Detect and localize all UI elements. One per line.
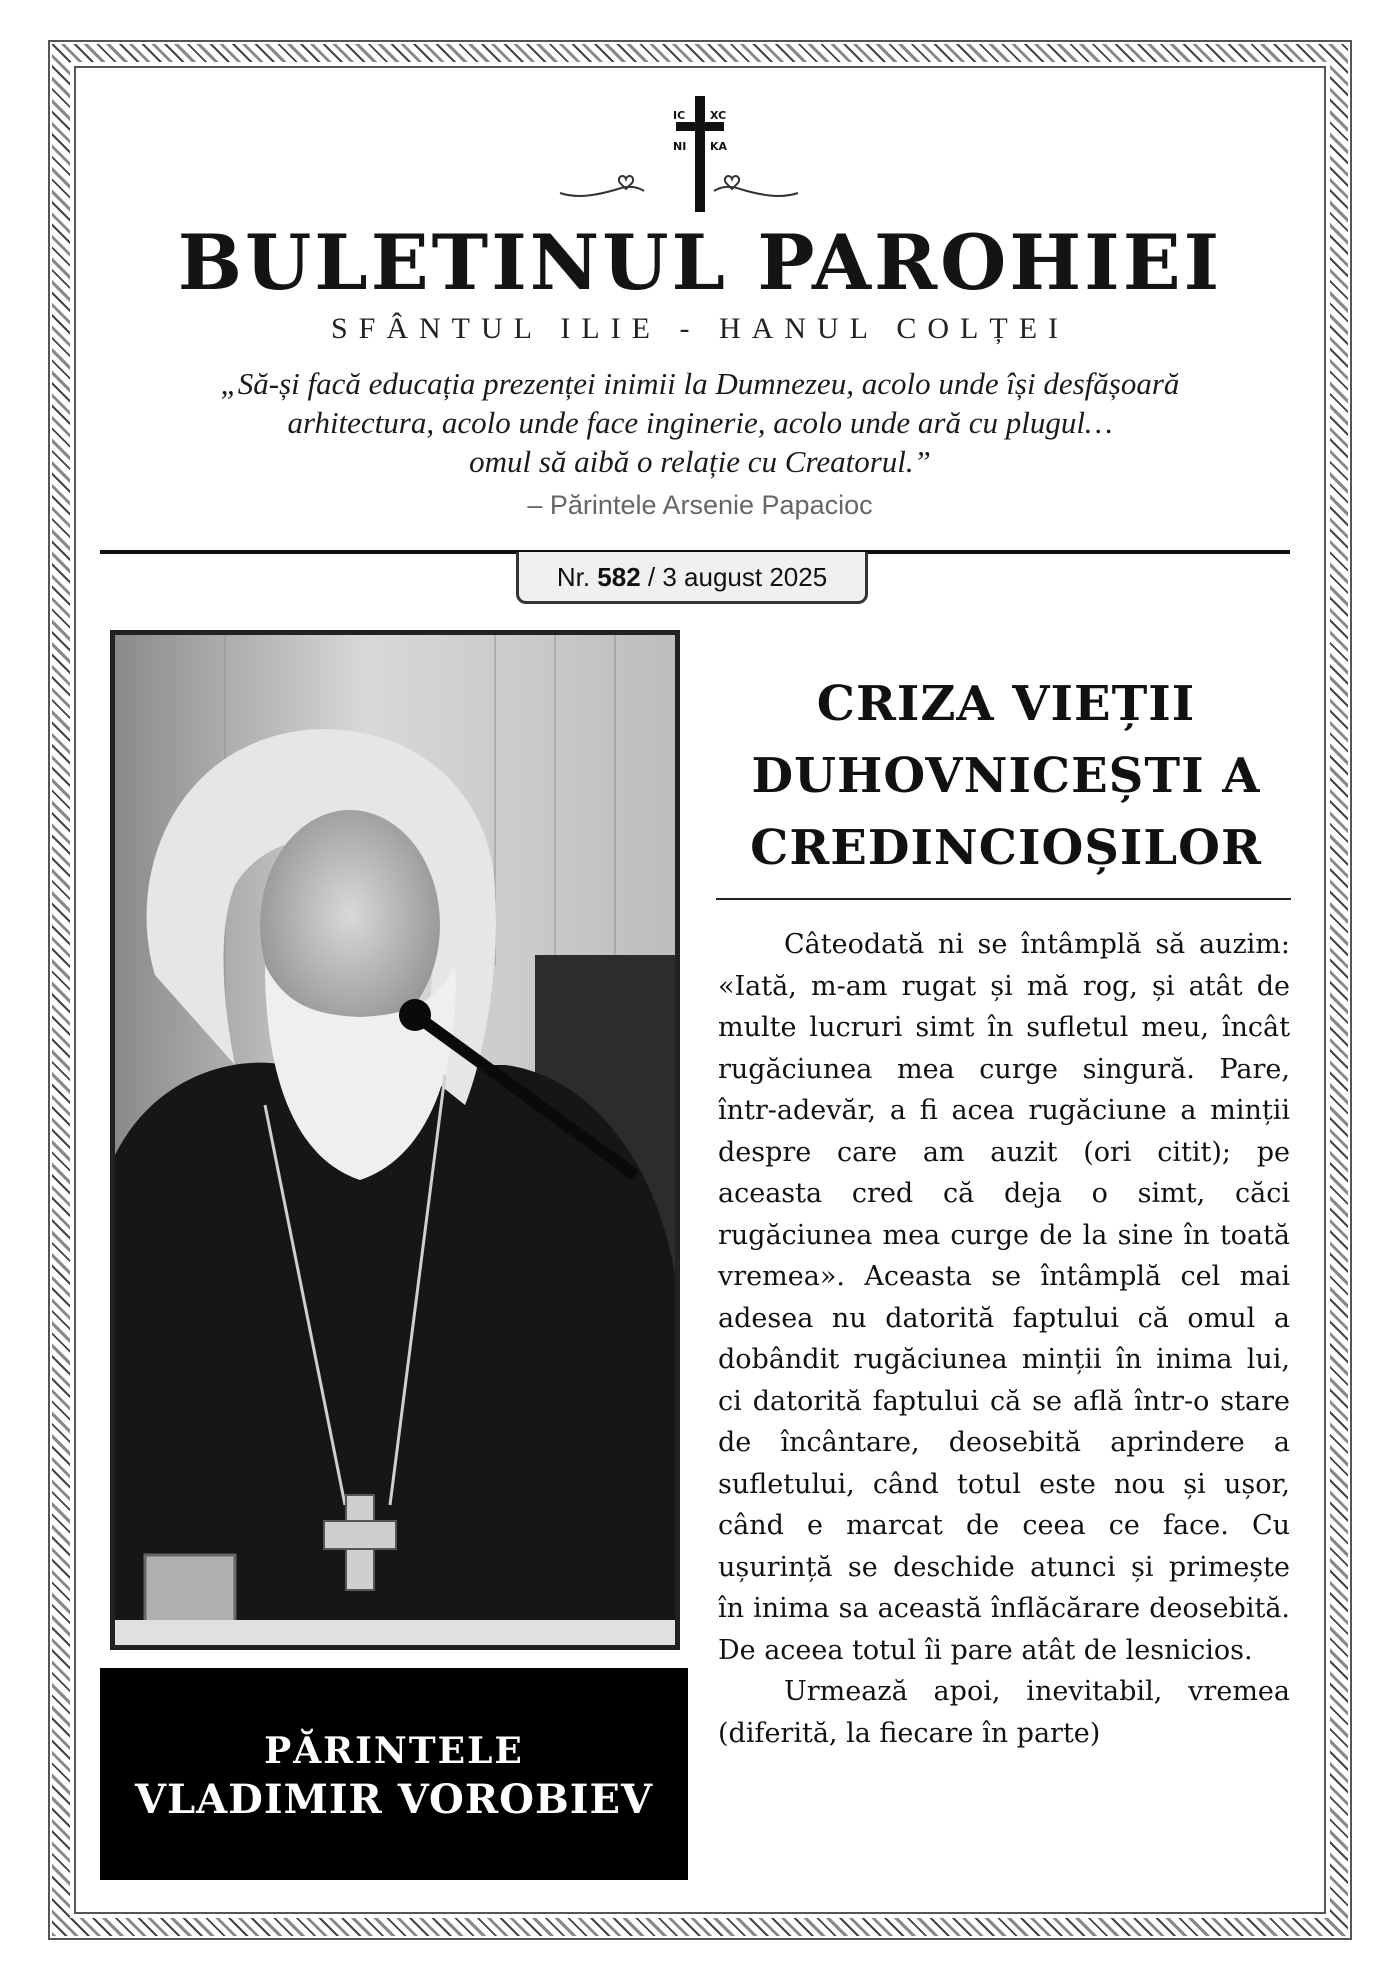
quote-line: arhitectura, acolo unde face inginerie, acolo unde ară cu plugul… [287, 405, 1113, 440]
caption-title: PĂRINTELE [264, 1730, 524, 1772]
cross-label-ka: KA [710, 140, 728, 153]
caption-name: VLADIMIR VOROBIEV [134, 1776, 654, 1823]
flourish-right-icon [712, 165, 800, 205]
article-title-line: CREDINCIOȘILOR [750, 820, 1262, 876]
masthead-subtitle: SFÂNTUL ILIE - HANUL COLȚEI [330, 312, 1070, 345]
quote-line: omul să aibă o relație cu Creatorul.” [469, 444, 931, 479]
quote-line: „Să-și facă educația prezenței inimii la Dumnezeu, acolo unde își desfășoară [220, 366, 1180, 401]
masthead-title: BULETINUL PAROHIEI [177, 218, 1223, 307]
epigraph-quote [140, 364, 1260, 481]
issue-number: 582 [597, 562, 641, 592]
issue-badge [516, 552, 868, 604]
cross-label-ni: NI [673, 140, 687, 153]
cross-label-ic: IC [673, 109, 686, 122]
issue-prefix: Nr. [556, 562, 591, 592]
article-title [716, 668, 1296, 884]
photo-caption [100, 1668, 688, 1880]
cross-label-xc: XC [710, 109, 727, 122]
article-title-divider [716, 898, 1291, 900]
article-paragraph: Urmează apoi, inevitabil, vremea (diferită, la fiecare în parte) [718, 1676, 1290, 1749]
article-body [718, 924, 1290, 1754]
article-title-line: CRIZA VIEȚII [816, 676, 1196, 732]
priest-portrait-photo [110, 630, 680, 1650]
flourish-left-icon [558, 165, 646, 205]
article-title-line: DUHOVNICEȘTI A [751, 748, 1261, 804]
issue-date: / 3 august 2025 [647, 562, 828, 592]
article-paragraph: Câteodată ni se întâmplă să auzim: «Iată, m-am rugat și mă rog, și atât de multe lucruri simt în sufletul meu, încât rugăciunea mea curge singură. Pare, într-adevăr, a fi acea rugăciune a minții despre care am auzit (ori citit); pe aceasta cred că deja o simt, căci rugăciunea mea curge de la sine în toată vremea». Aceasta se întâmplă cel mai adesea nu datorită faptului că omul a dobândit rugăciunea minții în inima lui, ci datorită faptului că se află într-o stare de încântare, deosebită aprindere a sufletului, când totul este nou și ușor, când e marcat de ceea ce face. Cu ușurință se deschide atunci și primește în inima sa această înflăcărare deosebită. De aceea totul îi pare atât de lesnicios. [718, 929, 1290, 1666]
quote-author: – Părintele Arsenie Papacioc [527, 490, 873, 520]
